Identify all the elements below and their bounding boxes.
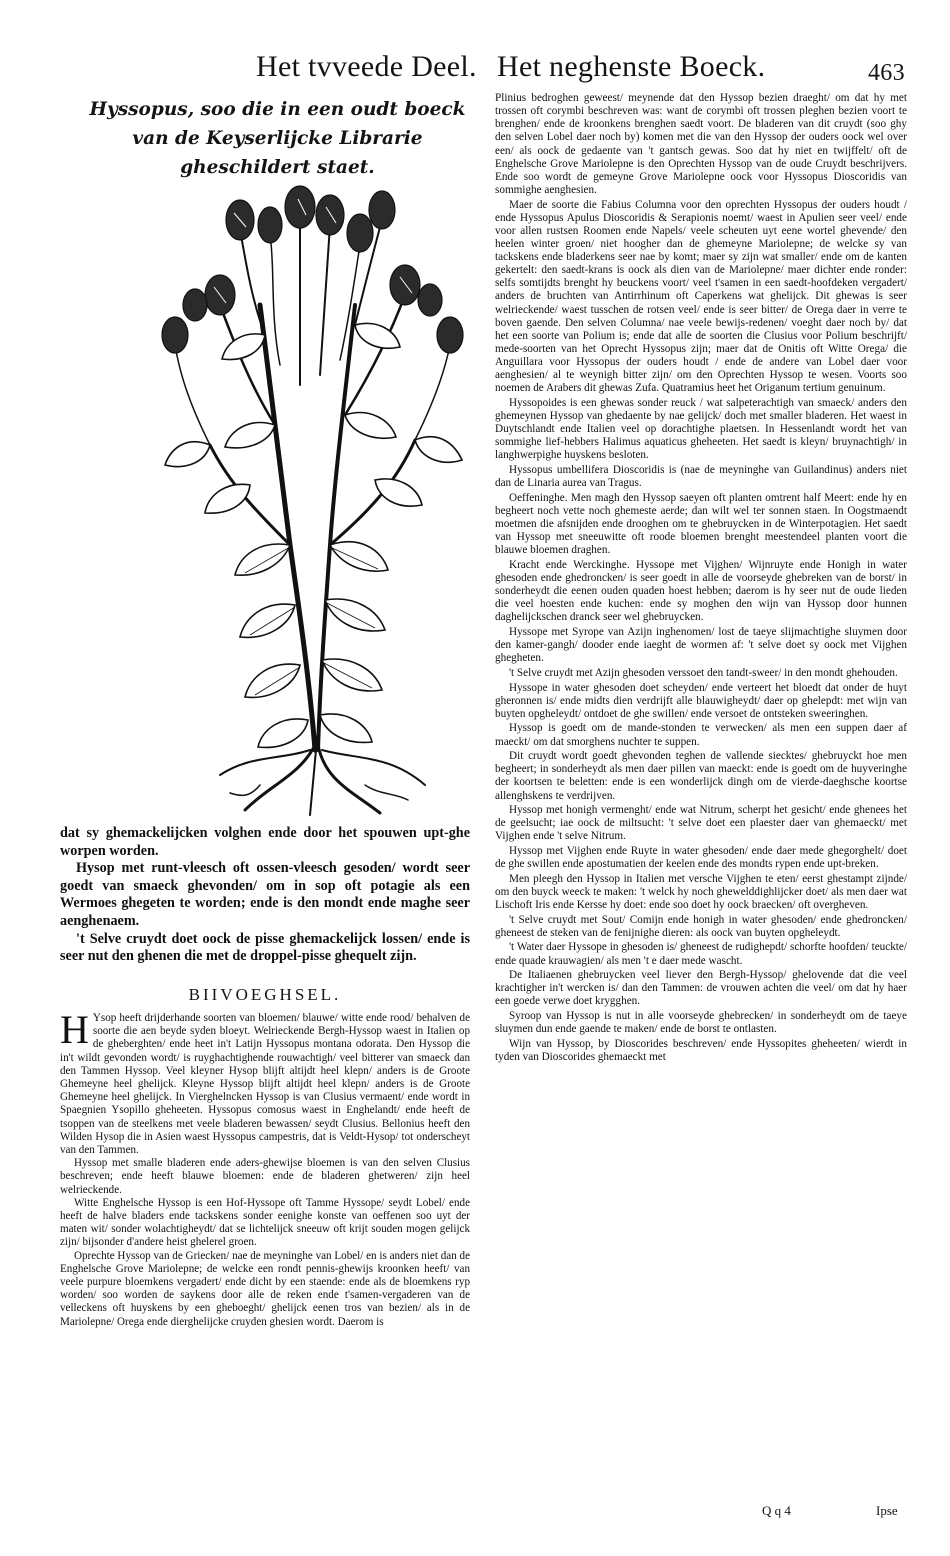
paragraph: Dit cruydt wordt goedt ghevonden teghen de vallende siecktes/ ghebruyckt hoe men begheert; in sonderheydt als men daer pillen van maeckt: ende is goedt om de huyveringhe der koortsen te beletten: ende is een wonderlijck dingh om de vierde-daeghsche koortse allenghskens te verdrijven.: [495, 750, 907, 802]
paragraph: Maer de soorte die Fabius Columna voor den oprechten Hyssopus der ouders houdt / ende Hyssopus Apulus Dioscoridis & Serapionis noemt/ waest in Apulien seer veel/ ende voor allen rustsen Roomen ende Napels/ veele scheuten uyt eene wortel ghevende/ den heelen winter groen/ niet hoogher dan de ghemeyne Mariolepne; de welcke sy van tackskens ende bladerkens seer nae by komt; maer sy zijn wat smaller/ ende om de kanten gekertelt: den saedt-krans is oock als dien van de Mariolepne/ maer dichter ende ronder: selfs somtijdts brenght hy beuckens voort/ veel t'samen in een saedt-hoofdeken vergadert/ anders de bruchten van Antirrhinum oft Caperkens wat ghelijck. Dit ghewas is seer welrieckende/ waest tusschen de rotsen veel/ ende is seer bitter/ de Orega daer in verre te boven gaende. Den selven Columna/ nae veele bewijs-redenen/ voeght daer noch by/ dat het een soorte van Polium is; ende dat alle de soorten die Clusius voor Polium beschrijft/ mede-soorten van het Oprecht Hyssopus zijn; maer dat de Onitis oft Witte Orega/ die Anguillara voor Hyssopus der ouders houdt / ende de andere van Lobel daer voor aenghesien/ al te weynigh bitter zijn/ om den Oprechten Hyssop te wesen. Voorts soo noemen de Arabers dit ghewas Zufa. Quatramius heet het Origanum tertium genuinum.: [495, 198, 907, 395]
section-heading: BIIVOEGHSEL.: [188, 985, 342, 1004]
paragraph: Wijn van Hyssop, by Dioscorides beschreven/ ende Hyssopites gheheeten/ wierdt in tyden van Dioscorides ghemaeckt met: [495, 1037, 907, 1063]
figure-caption: Hyssopus, soo die in een oudt boeck van de Keyserlijcke Librarie gheschildert staet.: [89, 99, 466, 178]
catchword: Ipse: [876, 1503, 898, 1518]
page-number: 463: [868, 60, 905, 86]
paragraph: Hyssop met honigh vermenght/ ende wat Nitrum, scherpt het gesicht/ ende ghenees het de geelsucht; iae oock de miltsucht: 't selve doet een plaester daer van ghemaeckt/ met Vijghen ende 't selve Nitrum.: [495, 804, 907, 843]
paragraph: 't Selve cruydt met Sout/ Comijn ende honigh in water ghesoden/ ende ghedroncken/ gheneest de steken van de fenijnighe dieren: als oock van buyten opgheleydt.: [495, 913, 907, 939]
paragraph: Men pleegh den Hyssop in Italien met versche Vijghen te eten/ eerst ghestampt zijnde/ om den buyck weeck te maken: 't welck hy noch ghewelddighlijcker doet/ als men daer wat Lischoft Iris ende Kersse hy doet: ende soo doet hy oock braecken/ oft overgheven.: [495, 872, 907, 911]
running-head-right: Het neghenste Boeck.: [497, 50, 766, 83]
running-head-left: Het tvveede Deel.: [256, 50, 477, 83]
paragraph-body: Ysop heeft drijderhande soorten van bloemen/ blauwe/ witte ende rood/ behalven de soorte die aen beyde syden bloeyt. Welrieckende Bergh-Hyssop waest in Italien op de gheberghten/ ende heet in't Latijn Hyssopus montana odorata. Den Hyssop die in't wildt gevonden wordt/ is ruyghachtighende rouwachtigh/ veel bitterer van smaeck dan den Tammen Hyssop. Veel kleyner Hysop blijft altijdt heel klepn/ anders is de Groote Ghemeyne heel ghelijck. Kleyne Hyssop blijft altijdt heel klepn/ anders is de Groote Ghemeyne heel ghelijck. In Vierghelncken Hyssop is van Clusius vermaent/ ende wordt in Spaegnien Ysopillo gheheeten. Hyssopus comosus waest in Enghelandt/ ende heeft de tsoppen van de steelkens met veele bladeren bewassen/ seydt Clusius. Bellonius heeft den Wilden Hysop die in Asien waest Hyssopus campestris, dat is Veldt-Hysop/ tot onderscheyt van den Tammen.: [60, 1012, 470, 1157]
dropcap-initial: H: [60, 1007, 89, 1052]
signature-mark: Q q 4: [762, 1503, 791, 1518]
left-column-upper-text: [60, 825, 470, 966]
paragraph: Hyssopoides is een ghewas sonder reuck / wat salpeterachtigh van smaeck/ anders den ghemeynen Hyssop van ghedaente by nae gelijck/ doch met smaller bladeren. Het waest in Duytschlandt ende Italien veel op dorachtighe plaetsen. In Hessenlandt wordt het van sommighe lief-hebbers Halimus aquaticus gheheeten. Het saedt is kleyn/ bruynachtigh/ in langhwerpighe huyskens besloten.: [495, 396, 907, 462]
paragraph: 't Selve cruydt met Azijn ghesoden verssoet den tandt-sweer/ in den mondt ghehouden.: [509, 666, 898, 679]
paragraph: Hyssope met Syrope van Azijn inghenomen/ lost de taeye slijmachtighe sluymen door den kamer-gangh/ dooder ende iaeght de wormen af: 't selve doet sy oock met Vijghen ghegheten.: [495, 626, 907, 665]
paragraph: Plinius bedroghen geweest/ meynende dat den Hyssop bezien draeght/ om dat hy met trossen oft corymbi beschreven was: want de corymbi oft trossen pleghen bezien voort te brenghen/ ende de kroonkens brenghen saedt voort. De bladeren van dit cruydt (soo ghy den selven Lobel daer noch by) komen met die van den Hyssop der ouders oock wel over een/ als oock de gedaente van 't gantsch gewas. Soo dat hy niet en twijffelt/ oft de Enghelsche Grove Mariolepne is den Oprechten Hyssop van de oude Cruydt beschrijvers. Ende soo wordt de gemeyne Grove Mariolepne oock voor Hyssopus Dioscoridis van sommighe aenghesien.: [495, 92, 907, 196]
paragraph: Hyssop is goedt om de mande-stonden te verwecken/ als men een suppen daer af maeckt/ om dat smorghens nuchter te suppen.: [495, 722, 907, 748]
paragraph: Syroop van Hyssop is nut in alle voorseyde ghebrecken/ in sonderheydt om de taeye sluymen dun ende gaende te maken/ ende de borst te ontlasten.: [495, 1010, 907, 1036]
paragraph: Hyssopus umbellifera Dioscoridis is (nae de meyninghe van Guilandinus) anders niet dan de Linaria aurea van Tragus.: [495, 464, 907, 490]
paragraph: De Italiaenen ghebruycken veel liever den Bergh-Hyssop/ ghelovende dat die veel krachtigher in't wercken is/ dan den Tammen: de vrouwen achten die veel/ om dat hy haer een goede verwe doet krygghen.: [495, 969, 907, 1008]
paragraph: Hyssope in water ghesoden doet scheyden/ ende verteert het bloedt dat onder de huyt gheronnen is/ ende midts dien verdrijft alle blauwigheydt/ daer op ghelepdt: met wijn van buyten opgheleydt/ ontdoet de ghe swillen/ ende versoet de ontsteken sweeringhen.: [495, 681, 907, 720]
paragraph: Oeffeninghe. Men magh den Hyssop saeyen oft planten omtrent half Meert: ende hy en begheert noch vette noch ghemeste aerde; dan wilt wel ter sonnen staen. In Oogstmaendt moetmen die afsnijden ende drooghen om te ghebruycken in de Winterpotagien. Het saedt van Hyssop met sneeuwitte oft roode bloemen brenght meestendeel planten voort die blauwe bloemen draghen.: [495, 491, 907, 557]
paragraph: Kracht ende Werckinghe. Hyssope met Vijghen/ Wijnruyte ende Honigh in water ghesoden ende ghedroncken/ is seer goedt in alle de voorseyde ghebreken van de borst/ in sonderheydt die eenen ouden quaden hoest hebben; daerom is hy seer nut de oude lieden die veel hoesten ende kuchen: ende sy moghen den wijn van Hyssop door hunnen daghelijckschen dranck seer wel ghebruycken.: [495, 558, 907, 624]
paragraph: Oprechte Hyssop van de Griecken/ nae de meyninghe van Lobel/ en is anders niet dan de Enghelsche Grove Mariolepne; de welcke een rondt pennis-ghewijs kroonken heeft/ van veele purpure bloemkens vergadert/ ende dicht by een staende: ende als de bloemkens ryp worden/ soo worden de saykens door alle de reken ende t'samen-vergaderen van de velleckens oft huyskens by een gheboeght/ ghelijck eenen tros van bezien/ als in de Mariolepne/ Orega ende dierghelijcke cruyden ghesien wordt. Daerom is: [60, 1249, 470, 1328]
paragraph-with-dropcap: [60, 1007, 470, 1157]
paragraph: dat sy ghemackelijcken volghen ende door het spouwen upt-ghe worpen worden.: [60, 825, 470, 859]
left-column-lower-text: [60, 1007, 470, 1329]
right-column-text: [495, 92, 907, 1066]
paragraph: 't Water daer Hyssope in ghesoden is/ gheneest de rudighepdt/ schorfte hoofden/ teuckte/ ende quade krauwagien/ als men 't e daer mede wascht.: [495, 941, 907, 967]
hyssop-woodcut-illustration: [150, 185, 480, 825]
paragraph: Hysop met runt-vleesch oft ossen-vleesch gesoden/ wordt seer goedt van smaeck ghevonden/ om in sop oft potagie als een Wermoes ghegeten te worden; ende is den mondt ende maghe seer aenghenaem.: [60, 860, 470, 929]
paragraph: Hyssop met Vijghen ende Ruyte in water ghesoden/ ende daer mede ghegorghelt/ doet de ghe swillen ende apostumatien der keelen ende des mondts rypen ende upt-breken.: [495, 845, 907, 871]
paragraph: Hyssop met smalle bladeren ende aders-ghewijse bloemen is van den selven Clusius beschreven; ende heeft blauwe bloemen: ende de bladeren ghetweren/ zijn heel welrieckende.: [60, 1157, 470, 1196]
paragraph: Witte Enghelsche Hyssop is een Hof-Hyssope oft Tamme Hyssope/ seydt Lobel/ ende heeft de halve bladers ende tackskens sonder eenighe konste van oeffenen soo uyt der maten wit/ sonder wolachtigheydt/ dat se lichtelijck sneeuw oft krijt souden mogen gelijck zijn/ bijsonder d'andere heist ghelerel groen.: [60, 1196, 470, 1249]
paragraph: 't Selve cruydt doet oock de pisse ghemackelijck lossen/ ende is seer nut den ghenen die met de droppel-pisse ghequelt zijn.: [60, 930, 470, 965]
